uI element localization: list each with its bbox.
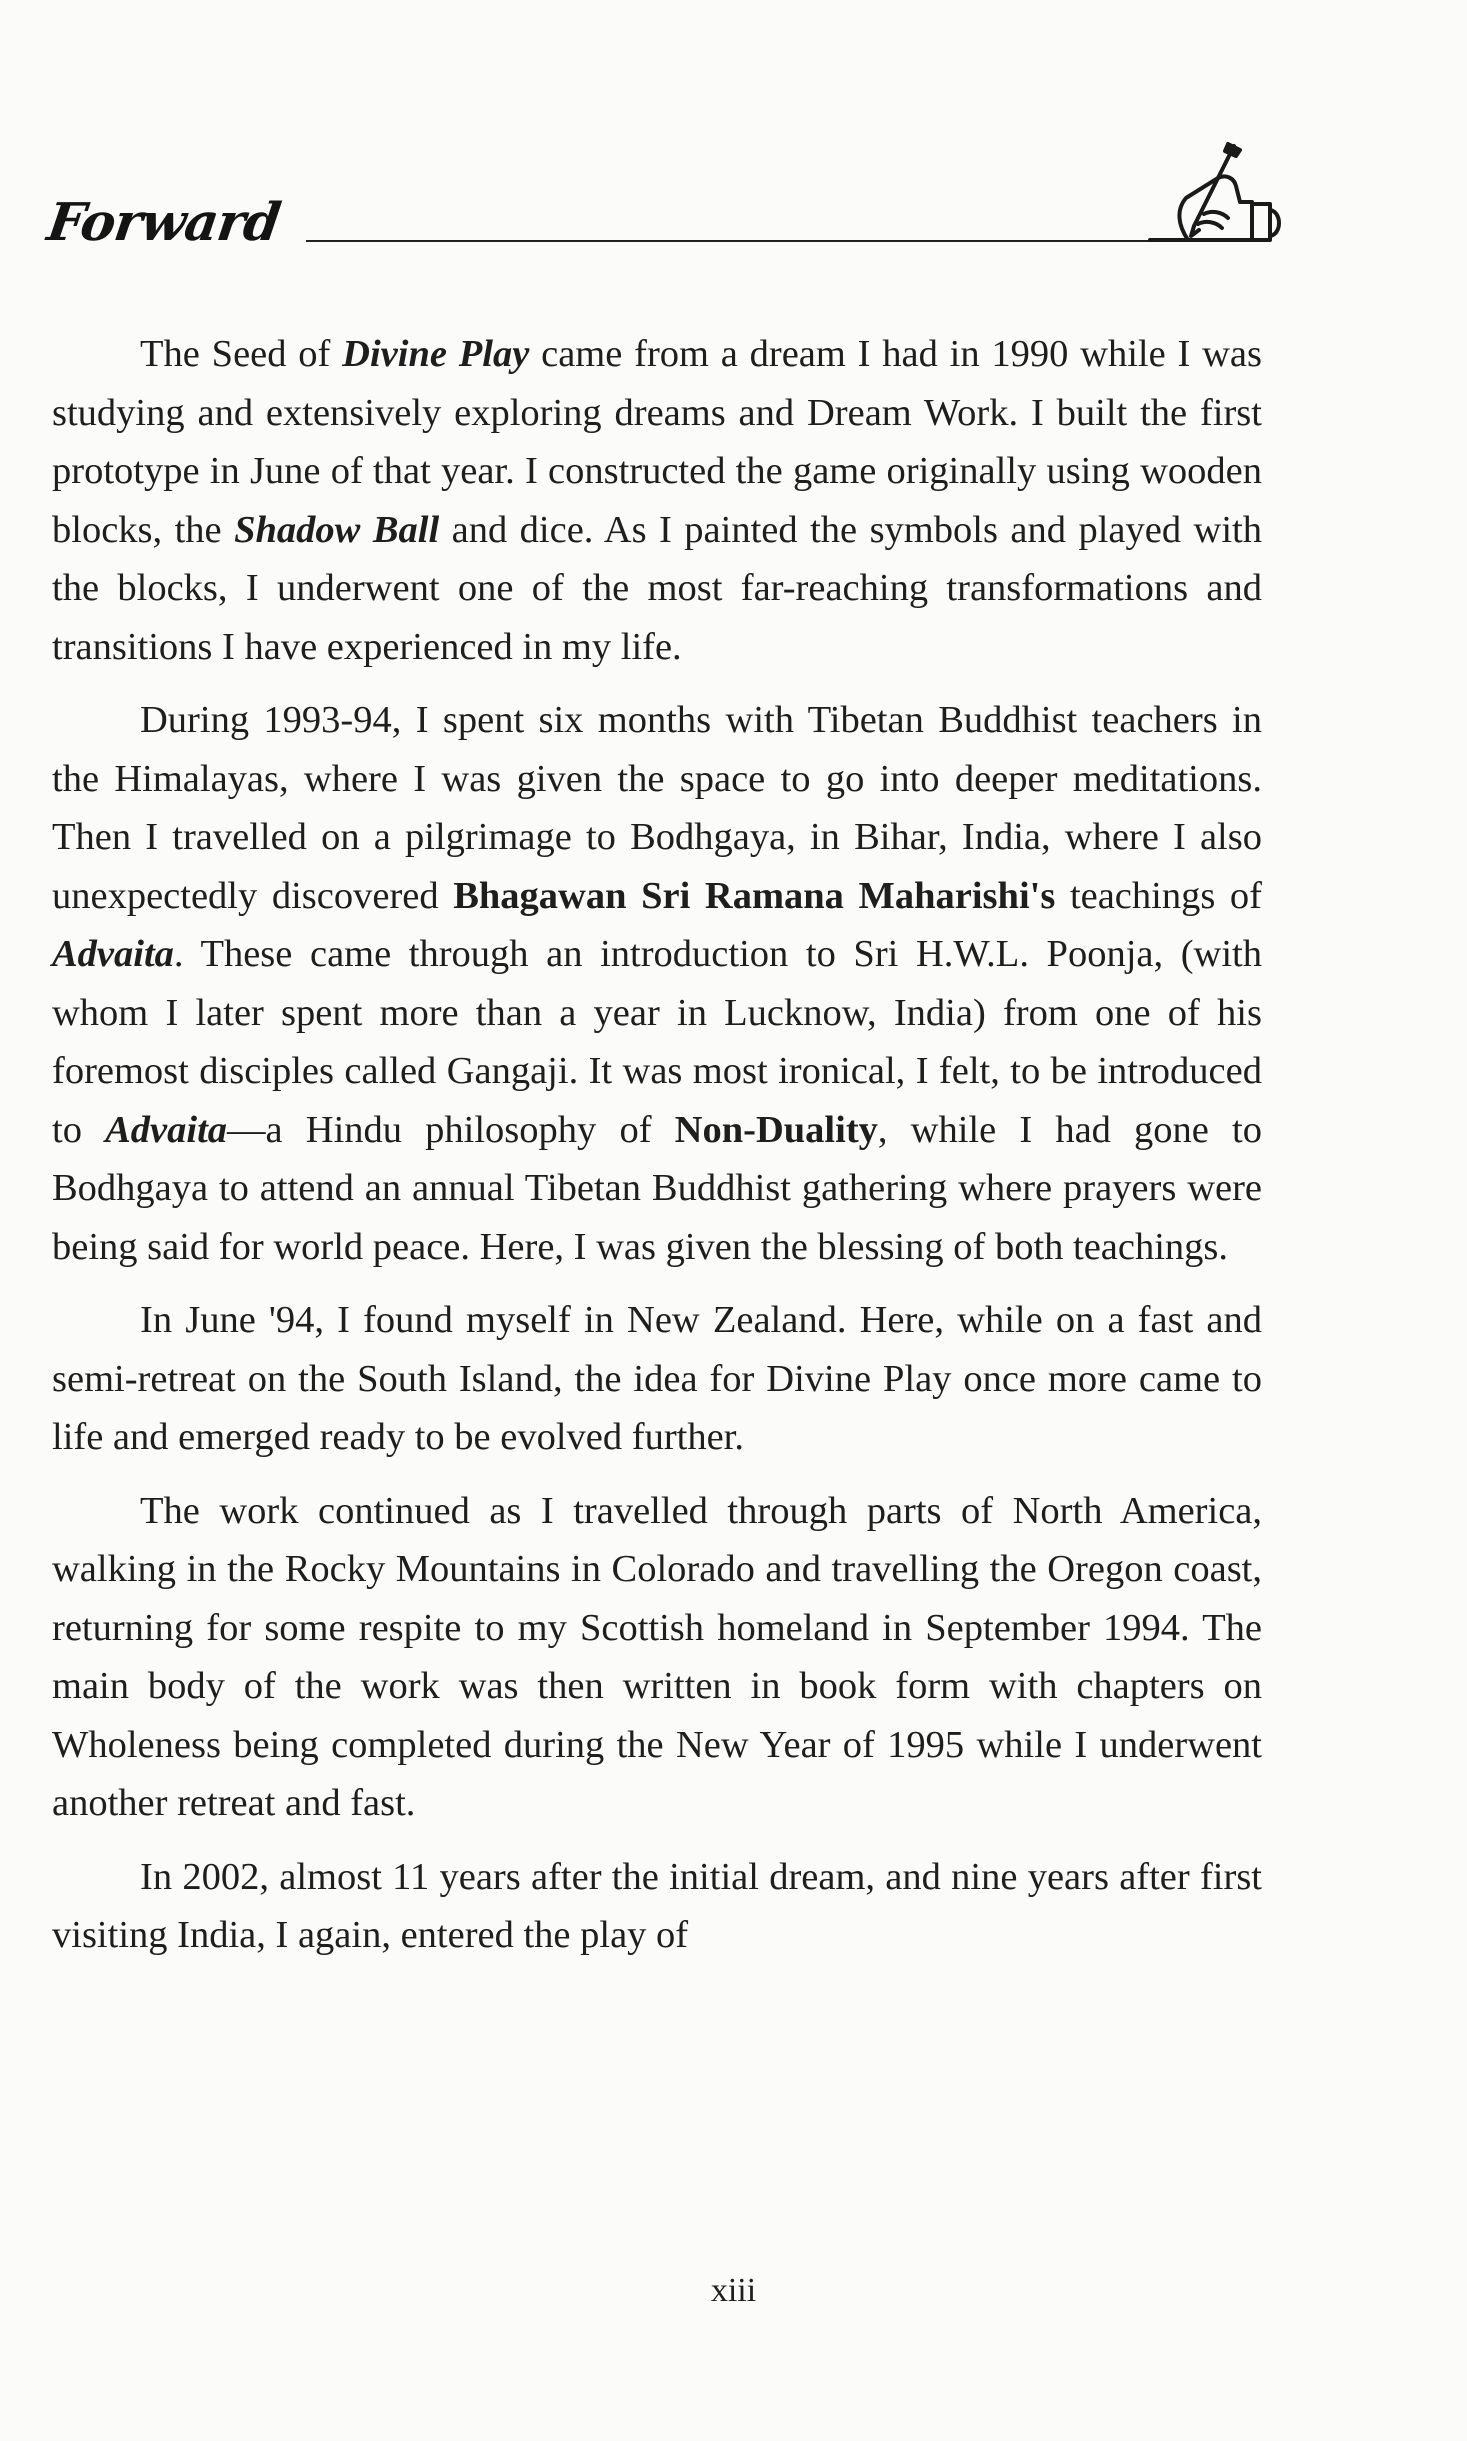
paragraph [52,691,1262,1276]
body-text [52,325,1262,1980]
text-run: In June '94, I found myself in New Zealand. Here, while on a fast and semi-retreat on the South Island, the idea for Divine Play once more came to life and emerged ready to be evolved further. [52,1299,1262,1458]
heading-rule [306,240,1166,242]
chapter-title: Forward [43,192,284,253]
paragraph [52,1291,1262,1467]
emphasis-term: Advaita [52,933,174,975]
emphasis-term: Advaita [105,1108,228,1151]
page-number: xiii [710,2272,757,2309]
emphasis-term: Shadow Ball [234,508,440,551]
text-run: During 1993-94, I spent six months with Tibetan Buddhist teachers in the Himalayas, where I was given the space to go into deeper meditations. Then I travelled on a pilgrimage to Bodhgaya, in Bihar, India, where I also unexpectedly discovered [52,699,1262,917]
text-run: The Seed of [140,333,343,375]
writing-hand-icon [1148,140,1288,250]
text-run: , while I had gone to Bodhgaya to attend an annual Tibetan Buddhist gathering where prayers were being said for world peace. Here, I was given the blessing of both teachings. [52,1108,1262,1268]
text-run: The work continued as I travelled through parts of North America, walking in the Rocky Mountains in Colorado and travelling the Oregon coast, returning for some respite to my Scottish homeland in September 1994. The main body of the work was then written in book form with chapters on Wholeness being completed during the New Year of 1995 while I underwent another retreat and fast. [52,1489,1262,1824]
paragraph [52,1482,1262,1833]
text-run: —a Hindu philosophy of [227,1108,675,1151]
emphasis-term: Divine Play [342,333,530,375]
text-run: came from a dream I had in 1990 while I was studying and extensively exploring dreams and Dream Work. I built the first prototype in June of that year. I constructed the game originally using wooden blocks, the [52,333,1263,551]
chapter-heading [43,140,1288,260]
bold-term: Bhagawan Sri Ramana Maharishi's [453,874,1056,917]
text-run: teachings of [1055,874,1262,917]
text-run: and dice. As I painted the symbols and played with the blocks, I underwent one of the most far-reaching transformations and transitions I have experienced in my life. [52,508,1262,668]
paragraph [52,325,1262,676]
bold-term: Non-Duality [674,1108,878,1151]
text-run: . These came through an introduction to Sri H.W.L. Poonja, (with whom I later spent more than a year in Lucknow, India) from one of his foremost disciples called Gangaji. It was most ironical, I felt, to be introduced to [52,933,1262,1151]
paragraph [52,1848,1262,1965]
text-run: In 2002, almost 11 years after the initial dream, and nine years after first visiting India, I again, entered the play of [52,1855,1262,1956]
